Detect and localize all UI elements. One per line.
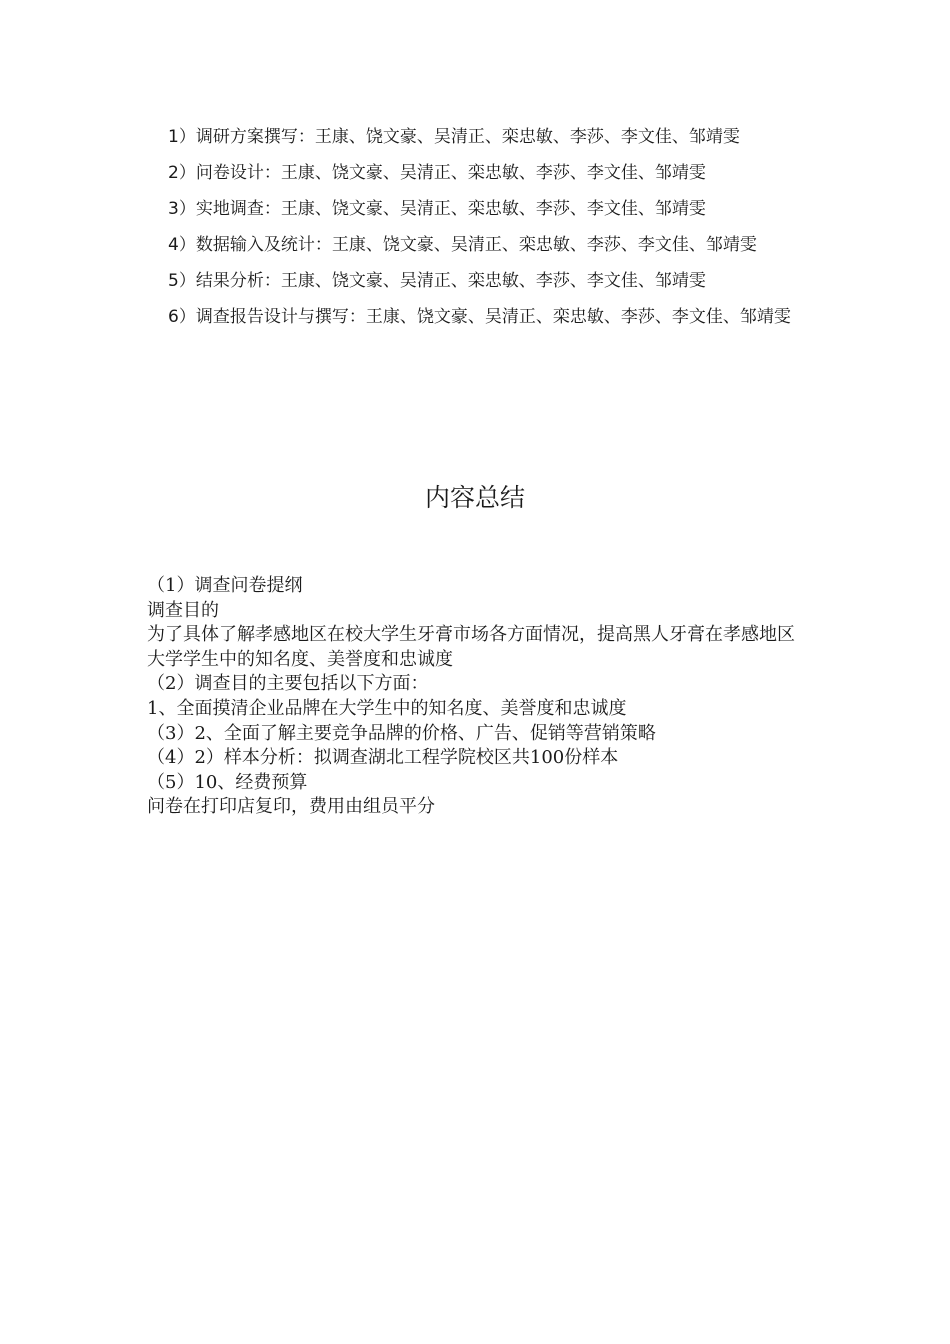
task-item: 5）结果分析：王康、饶文豪、吴清正、栾忠敏、李莎、李文佳、邹靖雯 <box>168 271 706 291</box>
task-item: 3）实地调查：王康、饶文豪、吴清正、栾忠敏、李莎、李文佳、邹靖雯 <box>168 199 706 219</box>
summary-line: 1、全面摸清企业品牌在大学生中的知名度、美誉度和忠诚度 <box>147 697 627 719</box>
summary-line: 调查目的 <box>147 599 219 621</box>
summary-line: 问卷在打印店复印，费用由组员平分 <box>147 796 435 818</box>
task-item: 4）数据输入及统计：王康、饶文豪、吴清正、栾忠敏、李莎、李文佳、邹靖雯 <box>168 235 757 255</box>
task-item: 1）调研方案撰写：王康、饶文豪、吴清正、栾忠敏、李莎、李文佳、邹靖雯 <box>168 127 740 147</box>
summary-line: 为了具体了解孝感地区在校大学生牙膏市场各方面情况，提高黑人牙膏在孝感地区大学学生中的知名度、美誉度和忠诚度 <box>147 624 795 670</box>
summary-content <box>147 574 807 820</box>
summary-line: （5）10、经费预算 <box>147 771 308 793</box>
summary-line: （3）2、全面了解主要竞争品牌的价格、广告、促销等营销策略 <box>147 722 656 744</box>
summary-title: 内容总结 <box>424 483 525 512</box>
task-item: 6）调查报告设计与撰写：王康、饶文豪、吴清正、栾忠敏、李莎、李文佳、邹靖雯 <box>168 307 791 327</box>
task-item: 2）问卷设计：王康、饶文豪、吴清正、栾忠敏、李莎、李文佳、邹靖雯 <box>168 163 706 183</box>
summary-line: （4）2）样本分析：拟调查湖北工程学院校区共100份样本 <box>147 747 619 769</box>
summary-line: （2）调查目的主要包括以下方面： <box>147 673 429 695</box>
task-assignment-list <box>148 119 791 335</box>
summary-line: （1）调查问卷提纲 <box>147 575 303 596</box>
